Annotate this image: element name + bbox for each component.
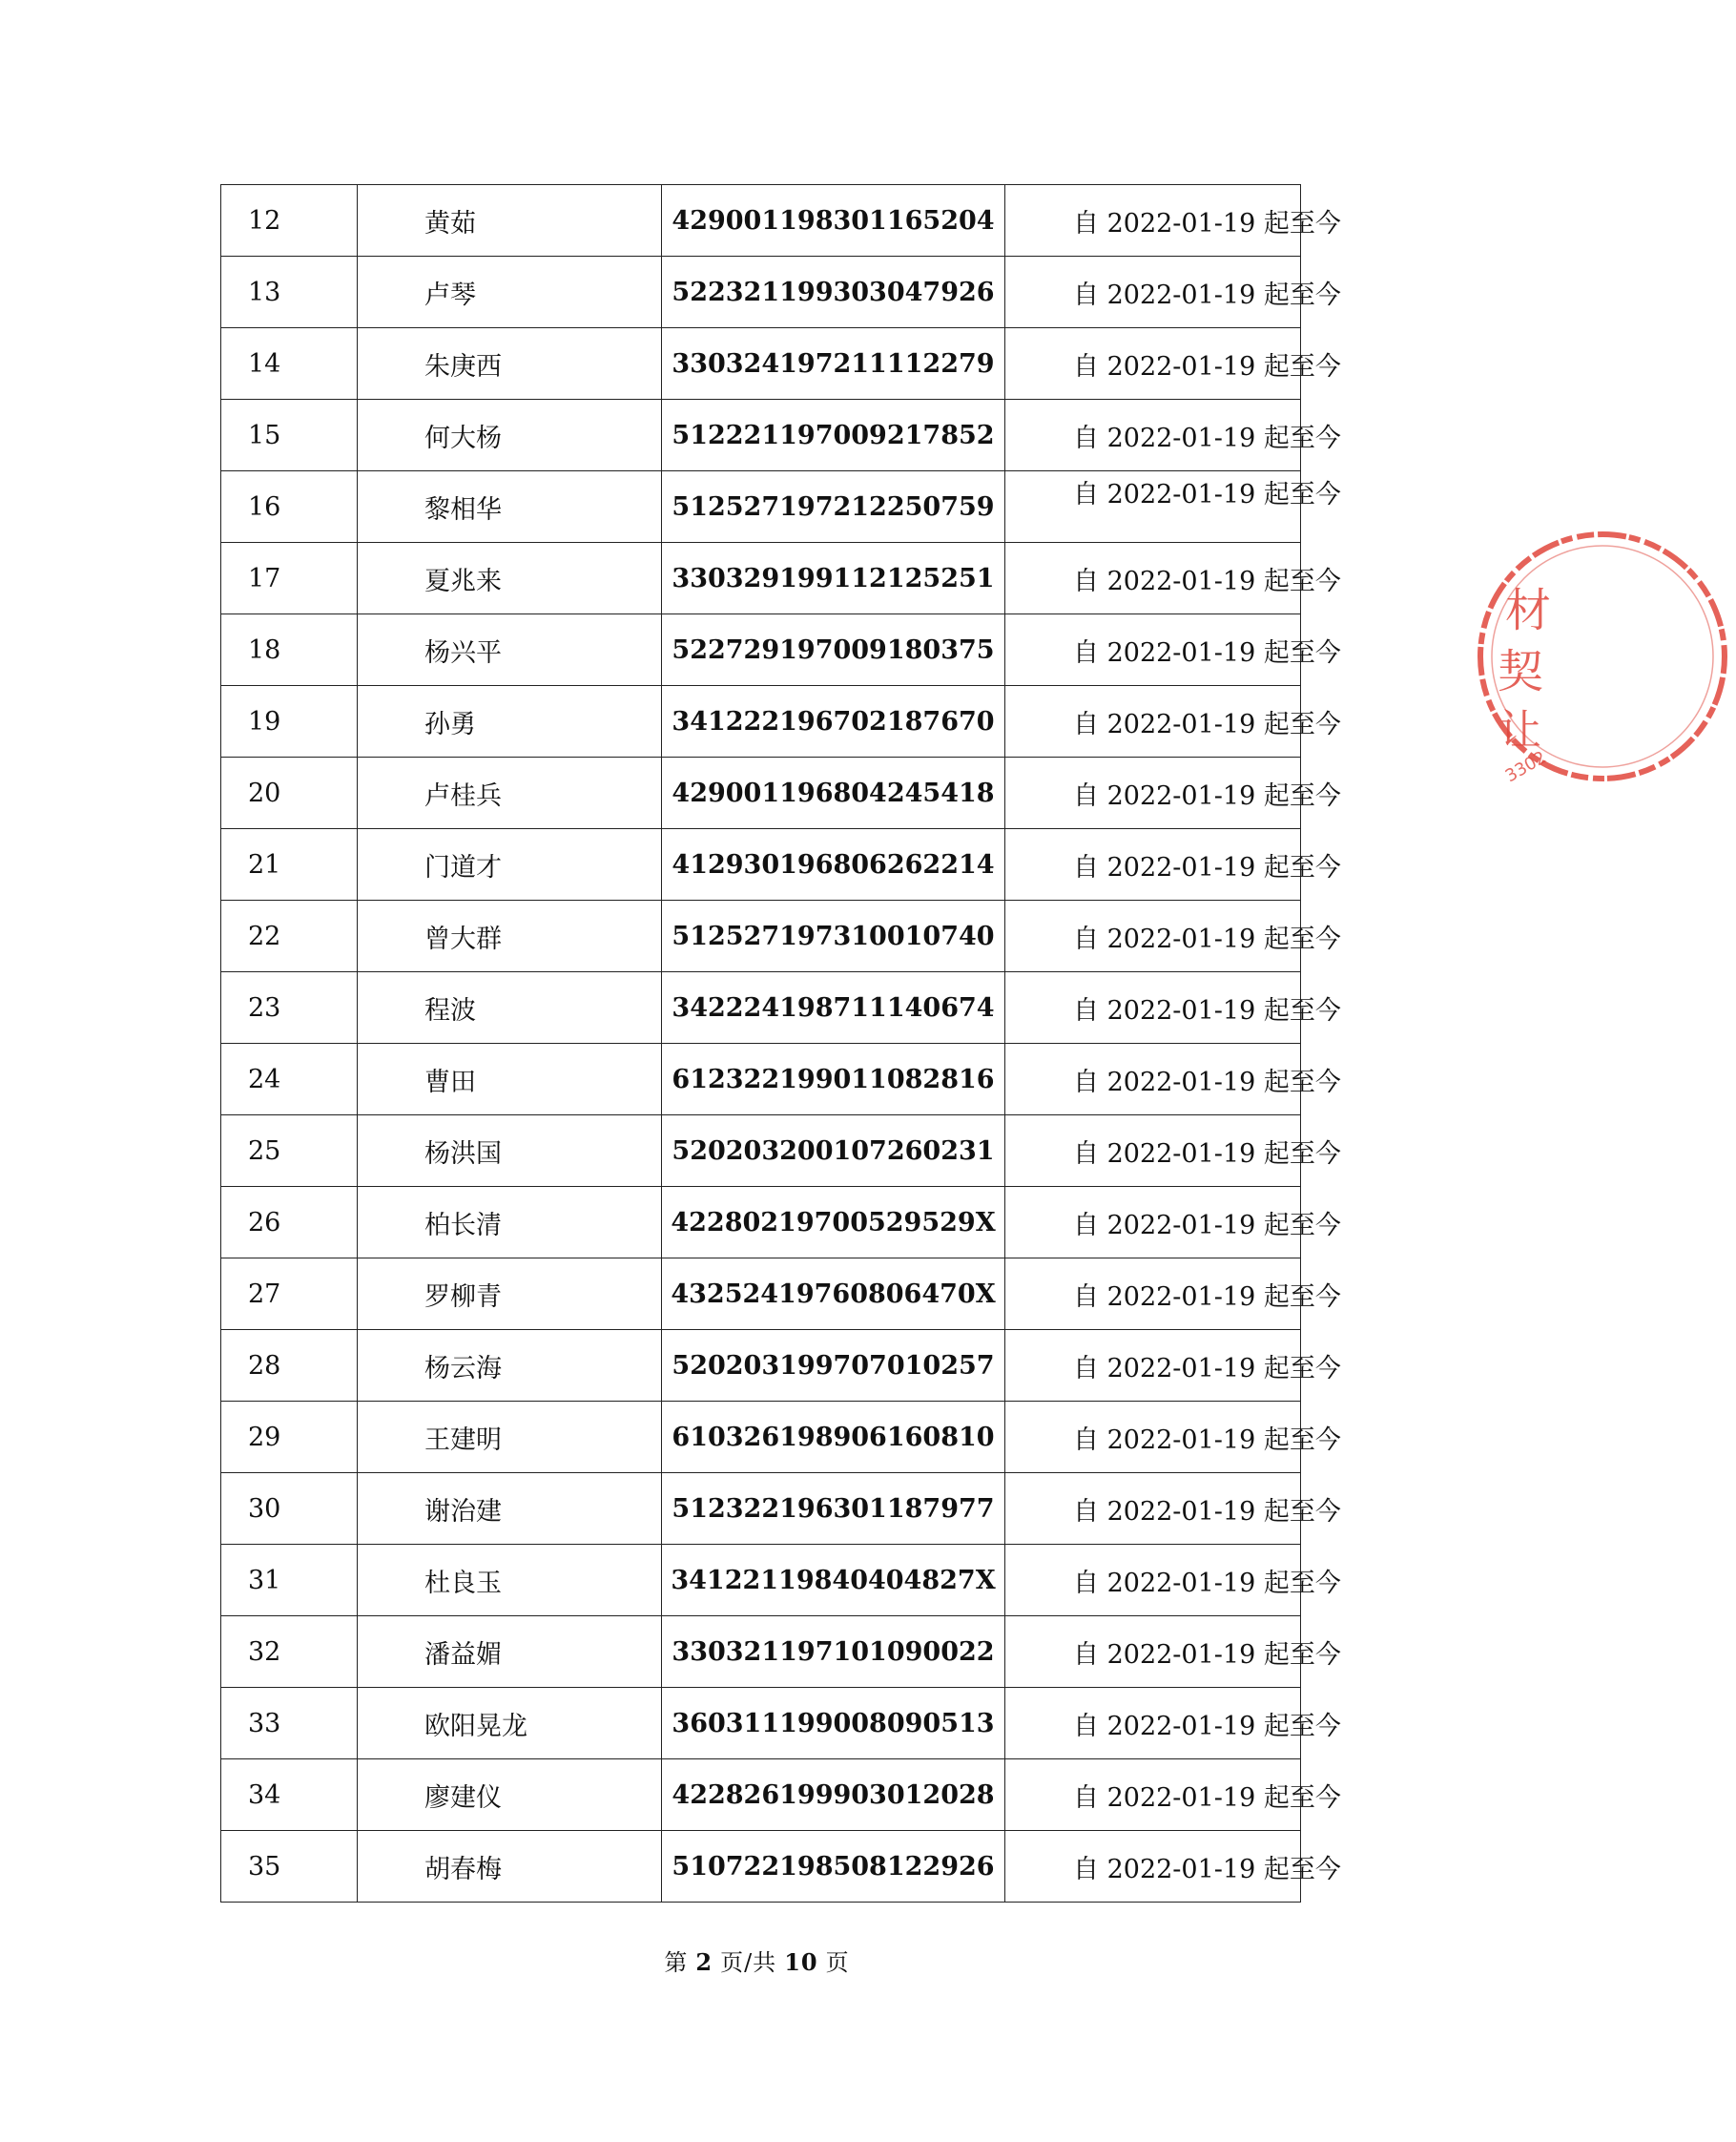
row-number-cell [221,1688,358,1759]
id-number-cell [662,614,1005,686]
period-cell-text: 自 2022-01-19 起至今 [1073,1854,1341,1884]
row-number-cell-text: 31 [248,1565,281,1595]
id-number-cell-text: 510722198508122926 [672,1851,995,1882]
row-number-cell [221,1330,358,1402]
name-cell [358,686,662,758]
id-number-cell [662,1258,1005,1330]
table-row [221,1330,1301,1402]
id-number-cell-text: 512322196301187977 [672,1493,995,1524]
footer-page-number: 2 [695,1948,713,1976]
period-cell [1005,1115,1341,1187]
row-number-cell-text: 21 [248,849,281,880]
table-row [221,257,1301,328]
name-cell [358,1115,662,1187]
row-number-cell [221,1115,358,1187]
name-cell [358,1044,662,1115]
id-number-cell [662,1402,1005,1473]
id-number-cell-text: 512527197310010740 [672,921,995,951]
id-number-cell-text: 34122119840404827X [671,1565,996,1595]
id-number-cell [662,901,1005,972]
id-number-cell-text: 612322199011082816 [672,1064,995,1094]
row-number-cell [221,901,358,972]
row-number-cell-text: 23 [248,992,281,1023]
row-number-cell-text: 25 [248,1135,281,1166]
table-row [221,1473,1301,1545]
id-number-cell-text: 610326198906160810 [672,1422,995,1452]
period-cell [1005,1402,1341,1473]
name-cell [358,1831,662,1903]
id-number-cell [662,400,1005,471]
table-row [221,829,1301,901]
period-cell-text: 自 2022-01-19 起至今 [1073,1425,1341,1455]
table-row [221,185,1301,257]
row-number-cell [221,1759,358,1831]
table-row [221,614,1301,686]
period-cell-text: 自 2022-01-19 起至今 [1073,995,1341,1026]
name-cell-text: 曾大群 [424,924,502,954]
id-number-cell-text: 330324197211112279 [672,348,995,379]
row-number-cell [221,185,358,257]
name-cell [358,1688,662,1759]
period-cell-text: 自 2022-01-19 起至今 [1073,780,1341,811]
period-cell-text: 自 2022-01-19 起至今 [1073,709,1341,739]
table-row [221,1258,1301,1330]
period-cell [1005,758,1341,829]
id-number-cell [662,1545,1005,1616]
id-number-cell [662,1115,1005,1187]
table-row [221,1187,1301,1258]
name-cell-text: 曹田 [424,1067,476,1097]
row-number-cell-text: 27 [248,1279,281,1309]
period-cell [1005,257,1341,328]
period-cell [1005,829,1341,901]
name-cell [358,1402,662,1473]
row-number-cell [221,758,358,829]
name-cell-text: 黄茹 [424,208,476,239]
period-cell [1005,686,1341,758]
footer-total-pages: 10 [784,1948,818,1976]
row-number-cell [221,614,358,686]
table-row [221,471,1301,543]
id-number-cell-text: 342224198711140674 [672,992,995,1023]
period-cell [1005,543,1341,614]
id-number-cell-text: 341222196702187670 [672,706,995,737]
id-number-cell [662,328,1005,400]
name-cell [358,758,662,829]
id-number-cell [662,1330,1005,1402]
name-cell [358,328,662,400]
id-number-cell-text: 520203199707010257 [672,1350,995,1381]
period-cell-text: 自 2022-01-19 起至今 [1073,423,1341,453]
row-number-cell [221,257,358,328]
id-number-cell [662,1759,1005,1831]
row-number-cell [221,1044,358,1115]
id-number-cell-text: 512527197212250759 [672,491,995,522]
row-number-cell-text: 19 [248,706,281,737]
row-number-cell [221,328,358,400]
table-row [221,1688,1301,1759]
id-number-cell [662,1831,1005,1903]
name-cell [358,1330,662,1402]
name-cell-text: 杨云海 [424,1353,502,1383]
period-cell [1005,1330,1341,1402]
name-cell-text: 杨洪国 [424,1138,502,1169]
row-number-cell-text: 29 [248,1422,281,1452]
name-cell-text: 卢桂兵 [424,780,502,811]
row-number-cell [221,1616,358,1688]
row-number-cell-text: 35 [248,1851,281,1882]
row-number-cell-text: 20 [248,778,281,808]
footer-prefix: 第 [664,1949,689,1976]
id-number-cell [662,686,1005,758]
period-cell-text: 自 2022-01-19 起至今 [1073,351,1341,382]
row-number-cell [221,1473,358,1545]
name-cell [358,185,662,257]
name-cell-text: 孙勇 [424,709,476,739]
id-number-cell-text: 43252419760806470X [671,1279,996,1309]
name-cell-text: 罗柳青 [424,1281,502,1312]
table-row [221,972,1301,1044]
name-cell [358,543,662,614]
id-number-cell [662,185,1005,257]
row-number-cell-text: 15 [248,420,281,450]
row-number-cell-text: 12 [248,205,281,236]
row-number-cell [221,972,358,1044]
name-cell [358,1616,662,1688]
name-cell-text: 王建明 [424,1425,502,1455]
row-number-cell [221,471,358,543]
name-cell-text: 谢治建 [424,1496,502,1527]
id-number-cell [662,471,1005,543]
row-number-cell-text: 24 [248,1064,281,1094]
row-number-cell [221,1831,358,1903]
period-cell [1005,400,1341,471]
period-cell-text: 自 2022-01-19 起至今 [1073,280,1341,310]
id-number-cell-text: 412930196806262214 [672,849,995,880]
period-cell-text: 自 2022-01-19 起至今 [1073,208,1341,239]
name-cell [358,1759,662,1831]
row-number-cell-text: 32 [248,1636,281,1667]
period-cell [1005,1545,1341,1616]
row-number-cell [221,543,358,614]
period-cell-text: 自 2022-01-19 起至今 [1073,924,1341,954]
name-cell-text: 廖建仪 [424,1782,502,1813]
period-cell-text: 自 2022-01-19 起至今 [1073,1210,1341,1240]
period-cell-text: 自 2022-01-19 起至今 [1073,637,1341,668]
name-cell [358,972,662,1044]
svg-text:让: 让 [1499,706,1541,755]
period-cell-text: 自 2022-01-19 起至今 [1073,1639,1341,1670]
footer-middle: 页/共 [720,1949,777,1976]
row-number-cell [221,1258,358,1330]
table-row [221,1616,1301,1688]
row-number-cell-text: 26 [248,1207,281,1237]
name-cell [358,257,662,328]
id-number-cell-text: 330321197101090022 [672,1636,995,1667]
period-cell [1005,185,1341,257]
table-row [221,1115,1301,1187]
period-cell [1005,1616,1341,1688]
id-number-cell-text: 522321199303047926 [672,277,995,307]
period-cell [1005,1187,1341,1258]
id-number-cell [662,829,1005,901]
period-cell [1005,1258,1341,1330]
period-cell [1005,1044,1341,1115]
name-cell-text: 朱庚西 [424,351,502,382]
name-cell-text: 潘益媚 [424,1639,502,1670]
table-row [221,1402,1301,1473]
table-row [221,328,1301,400]
id-number-cell-text: 360311199008090513 [672,1708,995,1738]
row-number-cell-text: 28 [248,1350,281,1381]
id-number-cell-text: 522729197009180375 [672,634,995,665]
name-cell-text: 黎相华 [424,494,502,525]
table-row [221,1759,1301,1831]
row-number-cell [221,1545,358,1616]
id-number-cell [662,1616,1005,1688]
name-cell-text: 门道才 [424,852,502,883]
period-cell-text: 自 2022-01-19 起至今 [1073,1711,1341,1741]
id-number-cell-text: 42280219700529529X [671,1207,996,1237]
name-cell [358,614,662,686]
id-number-cell [662,1044,1005,1115]
period-cell [1005,1473,1341,1545]
name-cell [358,1545,662,1616]
name-cell-text: 杜良玉 [424,1568,502,1598]
row-number-cell [221,1402,358,1473]
period-cell-text: 自 2022-01-19 起至今 [1073,852,1341,883]
table-row [221,1831,1301,1903]
personnel-table [220,184,1341,1903]
footer-suffix: 页 [825,1949,850,1976]
row-number-cell [221,829,358,901]
row-number-cell-text: 17 [248,563,281,593]
period-cell-text: 自 2022-01-19 起至今 [1073,1353,1341,1383]
period-cell [1005,1759,1341,1831]
id-number-cell [662,543,1005,614]
period-cell-text: 自 2022-01-19 起至今 [1073,1067,1341,1097]
id-number-cell [662,257,1005,328]
row-number-cell [221,1187,358,1258]
table-row [221,400,1301,471]
id-number-cell-text: 520203200107260231 [672,1135,995,1166]
id-number-cell-text: 429001196804245418 [672,778,995,808]
svg-text:材: 材 [1505,584,1552,637]
name-cell [358,829,662,901]
id-number-cell-text: 512221197009217852 [672,420,995,450]
name-cell [358,1473,662,1545]
id-number-cell-text: 330329199112125251 [672,563,995,593]
id-number-cell [662,758,1005,829]
period-cell-text: 自 2022-01-19 起至今 [1073,1138,1341,1169]
table-row [221,901,1301,972]
name-cell [358,471,662,543]
period-cell [1005,972,1341,1044]
period-cell [1005,901,1341,972]
period-cell-text: 自 2022-01-19 起至今 [1073,1568,1341,1598]
row-number-cell [221,686,358,758]
name-cell-text: 柏长清 [424,1210,502,1240]
name-cell [358,901,662,972]
id-number-cell [662,1688,1005,1759]
row-number-cell [221,400,358,471]
table-body [221,185,1341,1903]
row-number-cell-text: 33 [248,1708,281,1738]
table-row [221,543,1301,614]
period-cell-text: 自 2022-01-19 起至今 [1073,1496,1341,1527]
id-number-cell [662,972,1005,1044]
name-cell [358,1187,662,1258]
row-number-cell-text: 22 [248,921,281,951]
table-row [221,1545,1301,1616]
period-cell-text: 自 2022-01-19 起至今 [1073,566,1341,596]
period-cell-text: 自 2022-01-19 起至今 [1073,1281,1341,1312]
id-number-cell-text: 429001198301165204 [672,205,995,236]
row-number-cell-text: 13 [248,277,281,307]
id-number-cell-text: 422826199903012028 [672,1779,995,1810]
row-number-cell-text: 16 [248,491,281,522]
period-cell [1005,328,1341,400]
id-number-cell [662,1187,1005,1258]
name-cell [358,1258,662,1330]
table-row [221,1044,1301,1115]
name-cell-text: 胡春梅 [424,1854,502,1884]
name-cell-text: 程波 [424,995,476,1026]
row-number-cell-text: 18 [248,634,281,665]
official-seal-stamp [1469,523,1736,790]
row-number-cell-text: 30 [248,1493,281,1524]
name-cell-text: 夏兆来 [424,566,502,596]
period-cell-text: 自 2022-01-19 起至今 [1073,479,1341,510]
svg-text:3302: 3302 [1501,747,1550,787]
table-row [221,686,1301,758]
row-number-cell-text: 34 [248,1779,281,1810]
period-cell [1005,1688,1341,1759]
period-cell [1005,471,1341,543]
name-cell-text: 何大杨 [424,423,502,453]
page-footer [0,1944,1514,1977]
svg-text:契: 契 [1498,645,1544,698]
name-cell-text: 卢琴 [424,280,476,310]
name-cell-text: 欧阳晃龙 [424,1711,527,1741]
table-row [221,758,1301,829]
name-cell-text: 杨兴平 [424,637,502,668]
id-number-cell [662,1473,1005,1545]
period-cell-text: 自 2022-01-19 起至今 [1073,1782,1341,1813]
period-cell [1005,1831,1341,1903]
row-number-cell-text: 14 [248,348,281,379]
period-cell [1005,614,1341,686]
name-cell [358,400,662,471]
